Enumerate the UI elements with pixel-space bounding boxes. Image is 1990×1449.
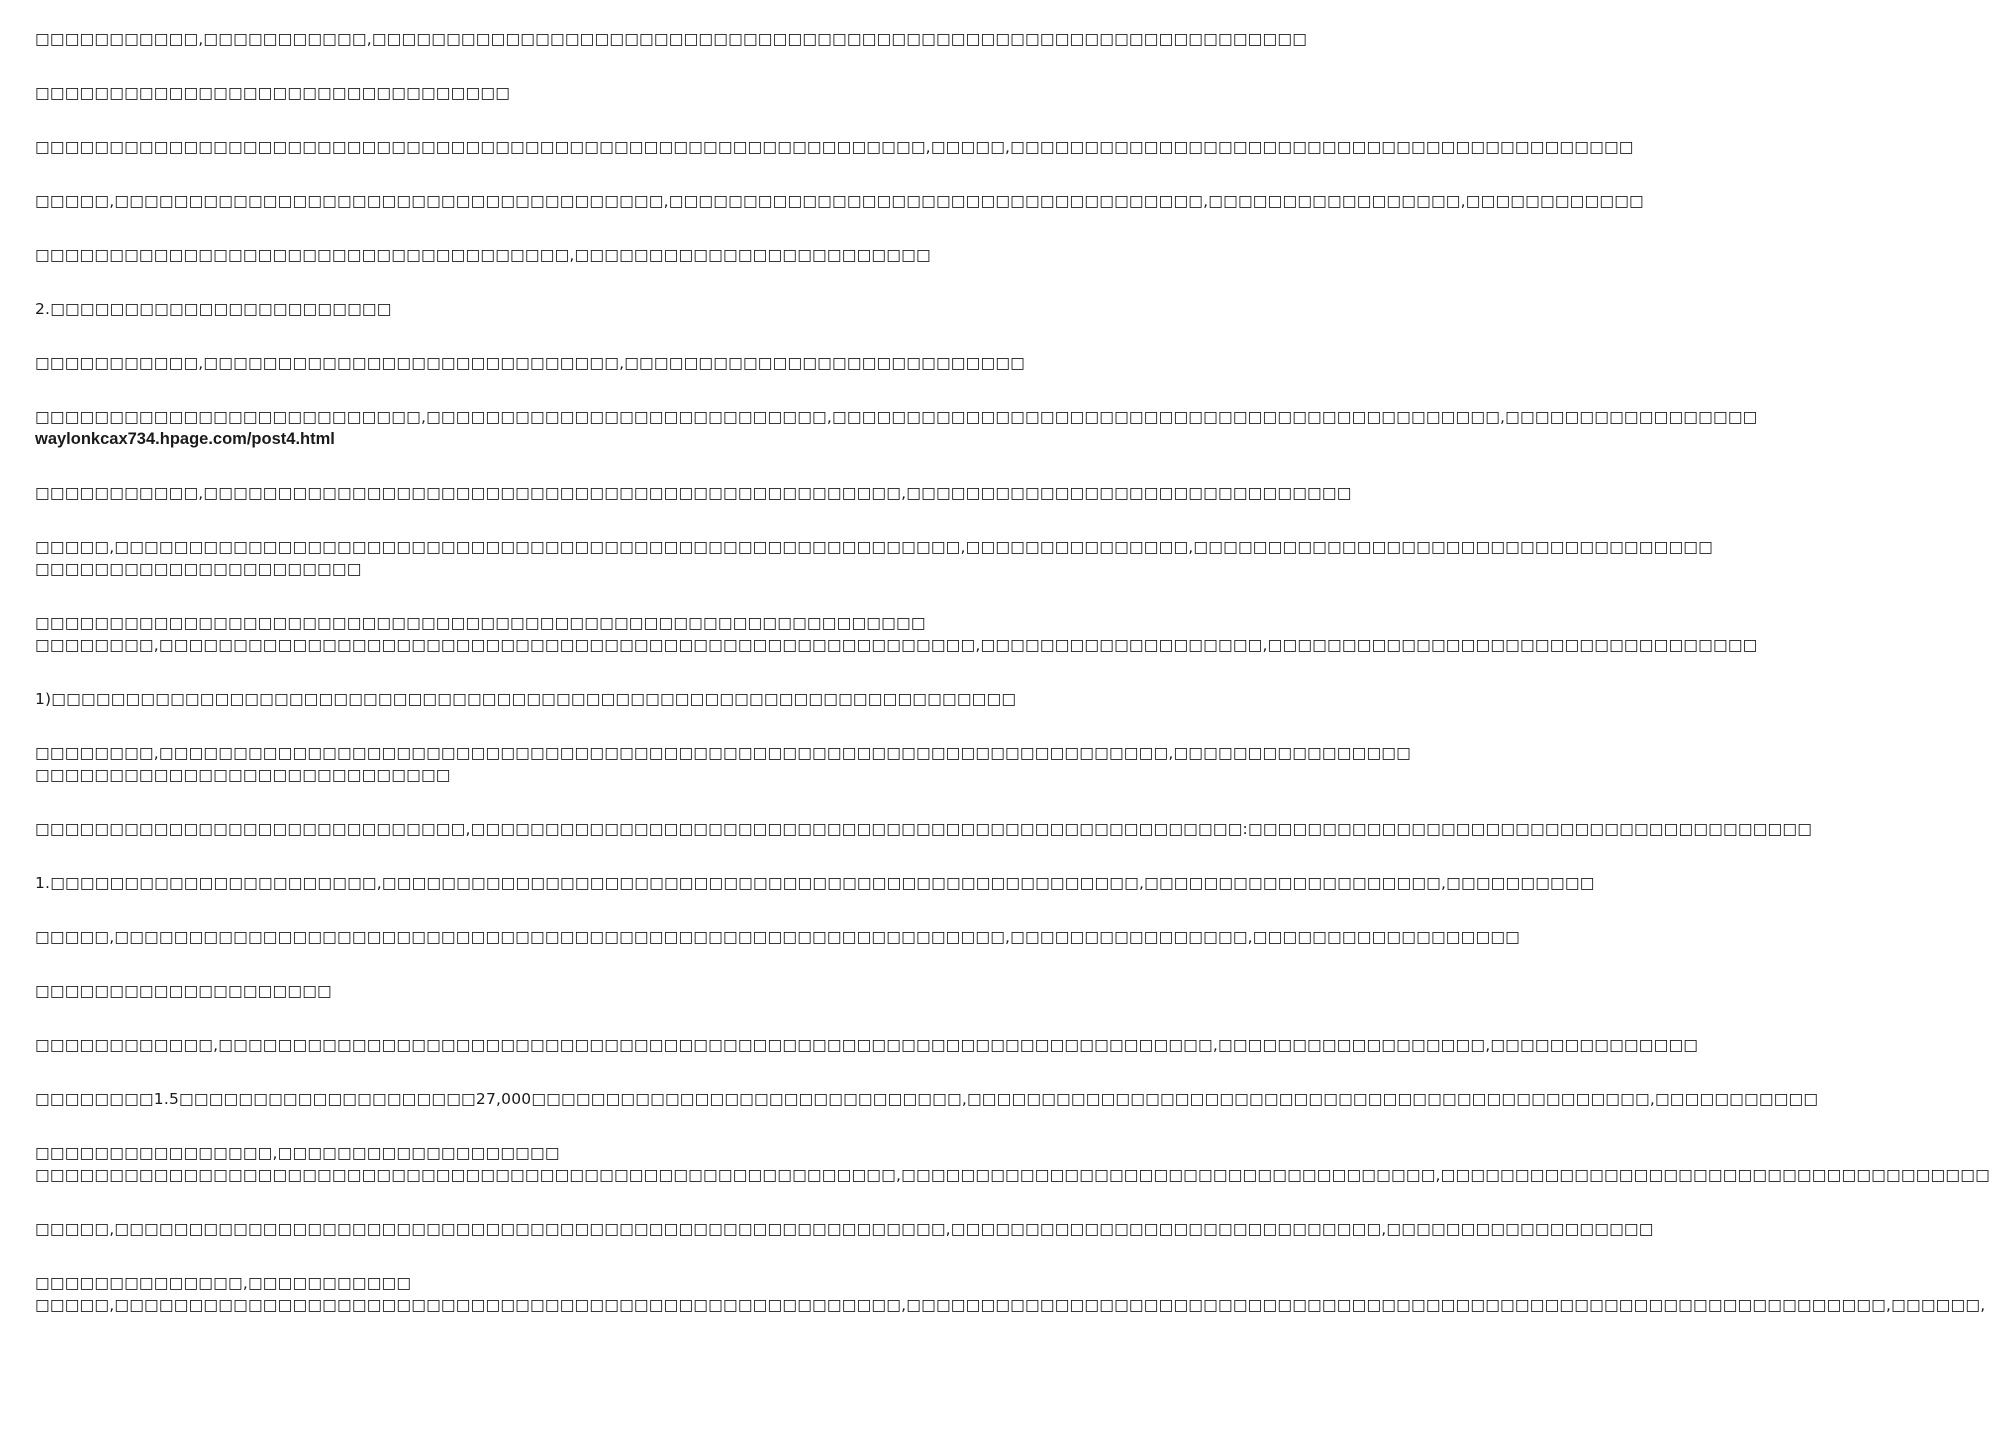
paragraph-4 bbox=[35, 190, 1644, 212]
paragraph-1 bbox=[35, 28, 1308, 50]
numbered-item-1 bbox=[35, 872, 1595, 894]
url-link[interactable]: waylonkcax734.hpage.com/post4.html bbox=[35, 430, 335, 448]
paragraph-21 bbox=[35, 1218, 1654, 1240]
text-line: □□□□□□□□□□□□□□□□□□□□□□□□□□□□□□□□ bbox=[35, 84, 511, 102]
paragraph-14 bbox=[35, 818, 1813, 840]
paragraph-2 bbox=[35, 82, 990, 104]
paragraph-16 bbox=[35, 926, 1521, 948]
paragraph-5 bbox=[35, 244, 990, 266]
list-item-1 bbox=[35, 688, 1017, 710]
text-line: □□□□□,□□□□□□□□□□□□□□□□□□□□□□□□□□□□□□□□□□□□□□□□□□□□□□□□□□□□□□□□,□□□□□□□□□□□□□□□□□□□□□□□□□□□□□,□□□□□□□□□□□□□□□□□□ bbox=[35, 1220, 1654, 1238]
paragraph-20 bbox=[35, 1142, 1990, 1186]
paragraph-22 bbox=[35, 1272, 1986, 1316]
paragraph-19 bbox=[35, 1088, 1819, 1110]
text-line: □□□□□□□□□□□,□□□□□□□□□□□,□□□□□□□□□□□□□□□□□□□□□□□□□□□□□□□□□□□□□□□□□□□□□□□□□□□□□□□□□□□□□□□ bbox=[35, 30, 1308, 48]
paragraph-10 bbox=[35, 536, 1713, 580]
paragraph-18 bbox=[35, 1034, 1699, 1056]
text-line: □□□□□□□□□□□□□□□□□□□□□□ bbox=[35, 560, 362, 578]
text-line: □□□□□,□□□□□□□□□□□□□□□□□□□□□□□□□□□□□□□□□□□□□□□□□□□□□□□□□□□□□□□□□,□□□□□□□□□□□□□□□,□□□□□□□□□□□□□□□□□□□□□□□□□□□□□□□□□□□ bbox=[35, 538, 1713, 556]
paragraph-8 bbox=[35, 406, 1758, 450]
text-line: □□□□□□□□□□□□□□□□□□□□□□□□□□□□□,□□□□□□□□□□□□□□□□□□□□□□□□□□□□□□□□□□□□□□□□□□□□□□□□□□□□:□□□□□□□□□□□□□□□□□□□□□□□□□□□□□□□□□□□□□□ bbox=[35, 820, 1813, 838]
text-line: □□□□□□□□□□□□,□□□□□□□□□□□□□□□□□□□□□□□□□□□□□□□□□□□□□□□□□□□□□□□□□□□□□□□□□□□□□□□□□□□,□□□□□□□□□□□□□□□□□□,□□□□□□□□□□□□□□ bbox=[35, 1036, 1699, 1054]
text-line: □□□□□□□□□□□□□□□□□□□□□□□□□□,□□□□□□□□□□□□□□□□□□□□□□□□□□□,□□□□□□□□□□□□□□□□□□□□□□□□□□□□□□□□□□□□□□□□□□□□□,□□□□□□□□□□□□□□□□□ bbox=[35, 408, 1758, 426]
text-line: □□□□□□□□□□□,□□□□□□□□□□□□□□□□□□□□□□□□□□□□□□□□□□□□□□□□□□□□□□□,□□□□□□□□□□□□□□□□□□□□□□□□□□□□□□ bbox=[35, 484, 1352, 502]
paragraph-11 bbox=[35, 612, 1758, 656]
text-line: □□□□□□□□□□□□□□□□□□□□□□□□□□□□□□□□□□□□,□□□□□□□□□□□□□□□□□□□□□□□□ bbox=[35, 246, 931, 264]
text-line: □□□□□□□□□□□,□□□□□□□□□□□□□□□□□□□□□□□□□□□□,□□□□□□□□□□□□□□□□□□□□□□□□□□□ bbox=[35, 354, 1026, 372]
paragraph-9 bbox=[35, 482, 1352, 504]
paragraph-13 bbox=[35, 742, 1411, 786]
text-line: □□□□□□□□□□□□□□□□,□□□□□□□□□□□□□□□□□□□ bbox=[35, 1144, 560, 1162]
heading-line: 2.□□□□□□□□□□□□□□□□□□□□□□□ bbox=[35, 300, 392, 318]
text-line: □□□□□,□□□□□□□□□□□□□□□□□□□□□□□□□□□□□□□□□□□□□□□□□□□□□□□□□□□□□□□□□□□□,□□□□□□□□□□□□□□□□,□□□□□□□□□□□□□□□□□□ bbox=[35, 928, 1521, 946]
text-line: □□□□□□□□□□□□□□,□□□□□□□□□□□ bbox=[35, 1274, 412, 1292]
text-line: □□□□□□□□,□□□□□□□□□□□□□□□□□□□□□□□□□□□□□□□□□□□□□□□□□□□□□□□□□□□□□□□□□□□□□□□□□□□□,□□□□□□□□□□□□□□□□ bbox=[35, 744, 1411, 762]
text-line: □□□□□,□□□□□□□□□□□□□□□□□□□□□□□□□□□□□□□□□□□□□,□□□□□□□□□□□□□□□□□□□□□□□□□□□□□□□□□□□□,□□□□□□□□□□□□□□□□□,□□□□□□□□□□□□ bbox=[35, 192, 1644, 210]
text-line: □□□□□□□□□□□□□□□□□□□□□□□□□□□□□□□□□□□□□□□□□□□□□□□□□□□□□□□□□□□□ bbox=[35, 614, 926, 632]
text-line: 1)□□□□□□□□□□□□□□□□□□□□□□□□□□□□□□□□□□□□□□□□□□□□□□□□□□□□□□□□□□□□□□□□□ bbox=[35, 690, 1017, 708]
paragraph-7 bbox=[35, 352, 1026, 374]
text-line: □□□□□□□□□□□□□□□□□□□□□□□□□□□□ bbox=[35, 766, 451, 784]
text-line: □□□□□□□□□□□□□□□□□□□□□□□□□□□□□□□□□□□□□□□□□□□□□□□□□□□□□□□□□□,□□□□□□□□□□□□□□□□□□□□□□□□□□□□□□□□□□□□,□□□□□□□□□□□□□□□□□□□□□□□□□□□□□□□□□□□□□ bbox=[35, 1166, 1990, 1184]
heading-line: □□□□□□□□□□□□□□□□□□□□ bbox=[35, 982, 332, 1000]
text-line: □□□□□□□□□□□□□□□□□□□□□□□□□□□□□□□□□□□□□□□□□□□□□□□□□□□□□□□□□□□□,□□□□□,□□□□□□□□□□□□□□□□□□□□□□□□□□□□□□□□□□□□□□□□□□ bbox=[35, 138, 1634, 156]
text-line: □□□□□□□□,□□□□□□□□□□□□□□□□□□□□□□□□□□□□□□□□□□□□□□□□□□□□□□□□□□□□□□□,□□□□□□□□□□□□□□□□□□□,□□□□□□□□□□□□□□□□□□□□□□□□□□□□□□□□□ bbox=[35, 636, 1758, 654]
text-line: □□□□□,□□□□□□□□□□□□□□□□□□□□□□□□□□□□□□□□□□□□□□□□□□□□□□□□□□□□□,□□□□□□□□□□□□□□□□□□□□□□□□□□□□□□□□□□□□□□□□□□□□□□□□□□□□□□□□□□□□□□□□□□,□□□□□□, bbox=[35, 1296, 1986, 1314]
paragraph-3 bbox=[35, 136, 1634, 158]
document-page bbox=[35, 28, 1990, 1348]
text-line: 1.□□□□□□□□□□□□□□□□□□□□□□,□□□□□□□□□□□□□□□□□□□□□□□□□□□□□□□□□□□□□□□□□□□□□□□□□□□,□□□□□□□□□□□□□□□□□□□□,□□□□□□□□□□ bbox=[35, 874, 1595, 892]
text-line: □□□□□□□□1.5□□□□□□□□□□□□□□□□□□□□27,000□□□□□□□□□□□□□□□□□□□□□□□□□□□□□,□□□□□□□□□□□□□□□□□□□□□□□□□□□□□□□□□□□□□□□□□□□□□□,□□□□□□□□□□□ bbox=[35, 1090, 1819, 1108]
subheading bbox=[35, 980, 990, 1002]
section-heading-2 bbox=[35, 298, 990, 320]
